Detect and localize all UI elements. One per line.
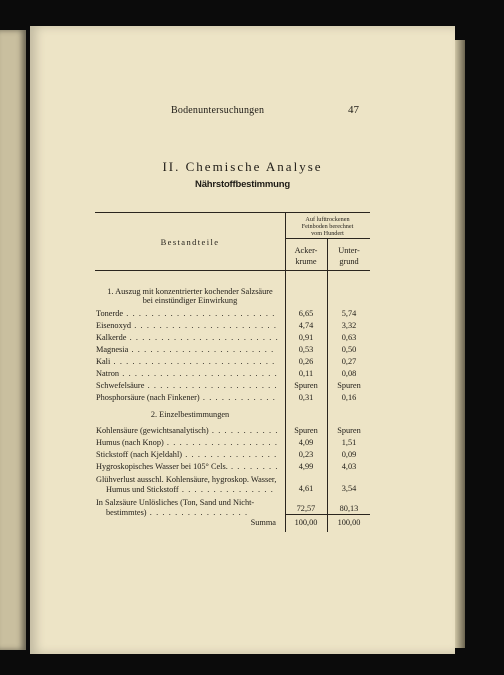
left-page-edge bbox=[0, 30, 26, 650]
value-ackerkrume: 0,23 bbox=[298, 450, 314, 459]
summa-label: Summa bbox=[250, 518, 276, 527]
group-1-title-line-2: bei einstündiger Einwirkung bbox=[142, 296, 238, 305]
value-untergrund: 4,03 bbox=[341, 462, 357, 471]
unloesliches-label-line-2-text: bestimmtes) bbox=[106, 508, 147, 517]
row-label: Kali . . . bbox=[96, 357, 278, 366]
page-number: 47 bbox=[348, 104, 359, 116]
row-label: Phosphorsäure (nach Finkener) . . . bbox=[96, 393, 278, 402]
header-bestandteile: Bestandteile bbox=[160, 237, 220, 247]
table-row bbox=[95, 345, 370, 357]
table-title: Nährstoffbestimmung bbox=[195, 179, 290, 190]
row-label: Schwefelsäure . . . bbox=[96, 381, 278, 390]
table-row bbox=[95, 381, 370, 393]
table-row-gluehverlust bbox=[95, 475, 370, 497]
page-stack-edge bbox=[455, 40, 465, 648]
table-row bbox=[95, 333, 370, 345]
value-ackerkrume: 0,91 bbox=[298, 333, 314, 342]
row-label: Kalkerde . . . bbox=[96, 333, 278, 342]
row-label: Tonerde . . . bbox=[96, 309, 278, 318]
value-untergrund: 0,27 bbox=[341, 357, 357, 366]
table-row bbox=[95, 450, 370, 462]
value-untergrund: 0,50 bbox=[341, 345, 357, 354]
subheader-rule bbox=[285, 238, 370, 239]
table-row bbox=[95, 357, 370, 369]
gluehverlust-label-line-2-text: Humus und Stickstoff bbox=[106, 485, 179, 494]
value-untergrund: 5,74 bbox=[341, 309, 357, 318]
value-untergrund: Spuren bbox=[337, 381, 361, 390]
row-label: Humus (nach Knop) . . . bbox=[96, 438, 278, 447]
gluehverlust-label-line-2 bbox=[96, 485, 278, 495]
value-untergrund: 0,08 bbox=[341, 369, 357, 378]
header-group bbox=[285, 216, 370, 237]
value-untergrund: 80,13 bbox=[339, 504, 359, 513]
group-1-title bbox=[95, 287, 285, 305]
value-ackerkrume: 0,53 bbox=[298, 345, 314, 354]
header-group-line-2: Feinboden berechnet bbox=[301, 223, 354, 230]
value-untergrund: 0,63 bbox=[341, 333, 357, 342]
dot-leader: . . . . . . . . . . . . . . . . bbox=[146, 508, 249, 517]
row-label: Hygroskopisches Wasser bei 105° Cels. . . . bbox=[96, 462, 278, 471]
row-label: Stickstoff (nach Kjeldahl) . . . bbox=[96, 450, 278, 459]
header-ackerkrume-line-2: krume bbox=[295, 257, 317, 266]
summa-ackerkrume: 100,00 bbox=[294, 518, 318, 527]
table-row bbox=[95, 393, 370, 405]
value-untergrund: 3,54 bbox=[341, 484, 357, 493]
table-row bbox=[95, 438, 370, 450]
header-untergrund-line-1: Unter- bbox=[338, 246, 360, 255]
table-row-unloesliches bbox=[95, 498, 370, 520]
group-1-title-line-1: 1. Auszug mit konzentrierter kochender Salzsäure bbox=[107, 287, 273, 296]
header-group-line-1: Auf lufttrockenen bbox=[305, 216, 350, 223]
table-row bbox=[95, 369, 370, 381]
table-top-rule bbox=[95, 212, 370, 213]
value-ackerkrume: 0,11 bbox=[298, 369, 314, 378]
row-label: Magnesia . . . bbox=[96, 345, 278, 354]
value-ackerkrume: Spuren bbox=[294, 381, 318, 390]
value-ackerkrume: Spuren bbox=[294, 426, 318, 435]
table-row bbox=[95, 309, 370, 321]
value-ackerkrume: 4,99 bbox=[298, 462, 314, 471]
gluehverlust-label-line-1: Glühverlust ausschl. Kohlensäure, hygroskop. Wasser, bbox=[96, 475, 277, 484]
book-page bbox=[30, 26, 455, 654]
header-group-line-3: vom Hundert bbox=[311, 230, 344, 237]
section-title: II. Chemische Analyse bbox=[162, 159, 323, 174]
dot-leader: . . . . . . . . . . . . . . . bbox=[178, 485, 274, 494]
value-untergrund: 3,32 bbox=[341, 321, 357, 330]
unloesliches-label-line-2 bbox=[96, 508, 278, 518]
value-ackerkrume: 4,74 bbox=[298, 321, 314, 330]
header-ackerkrume-line-1: Acker- bbox=[294, 246, 318, 255]
row-label: Kohlensäure (gewichtsanalytisch) . . . bbox=[96, 426, 278, 435]
value-ackerkrume: 4,09 bbox=[298, 438, 314, 447]
running-header bbox=[30, 105, 455, 119]
row-label: Natron . . . bbox=[96, 369, 278, 378]
header-untergrund bbox=[328, 245, 370, 267]
table-row bbox=[95, 462, 370, 474]
row-label-unloesliches bbox=[96, 498, 278, 518]
value-ackerkrume: 0,31 bbox=[298, 393, 314, 402]
table-row bbox=[95, 426, 370, 438]
row-label-gluehverlust bbox=[96, 475, 278, 495]
table-row bbox=[95, 321, 370, 333]
summa-untergrund: 100,00 bbox=[337, 518, 361, 527]
group-2-title: 2. Einzelbestimmungen bbox=[150, 410, 230, 419]
value-ackerkrume: 4,61 bbox=[298, 484, 314, 493]
value-untergrund: 1,51 bbox=[341, 438, 357, 447]
value-ackerkrume: 72,57 bbox=[296, 504, 316, 513]
header-bottom-rule bbox=[95, 270, 370, 271]
value-untergrund: Spuren bbox=[337, 426, 361, 435]
value-untergrund: 0,09 bbox=[341, 450, 357, 459]
running-title: Bodenuntersuchungen bbox=[171, 105, 265, 116]
value-ackerkrume: 6,65 bbox=[298, 309, 314, 318]
unloesliches-label-line-1: In Salzsäure Unlösliches (Ton, Sand und Nicht- bbox=[96, 498, 255, 507]
header-ackerkrume bbox=[285, 245, 327, 267]
table-row-summa bbox=[95, 518, 370, 530]
value-untergrund: 0,16 bbox=[341, 393, 357, 402]
header-untergrund-line-2: grund bbox=[339, 257, 359, 266]
row-label: Eisenoxyd . . . bbox=[96, 321, 278, 330]
analysis-table bbox=[95, 194, 370, 527]
value-ackerkrume: 0,26 bbox=[298, 357, 314, 366]
